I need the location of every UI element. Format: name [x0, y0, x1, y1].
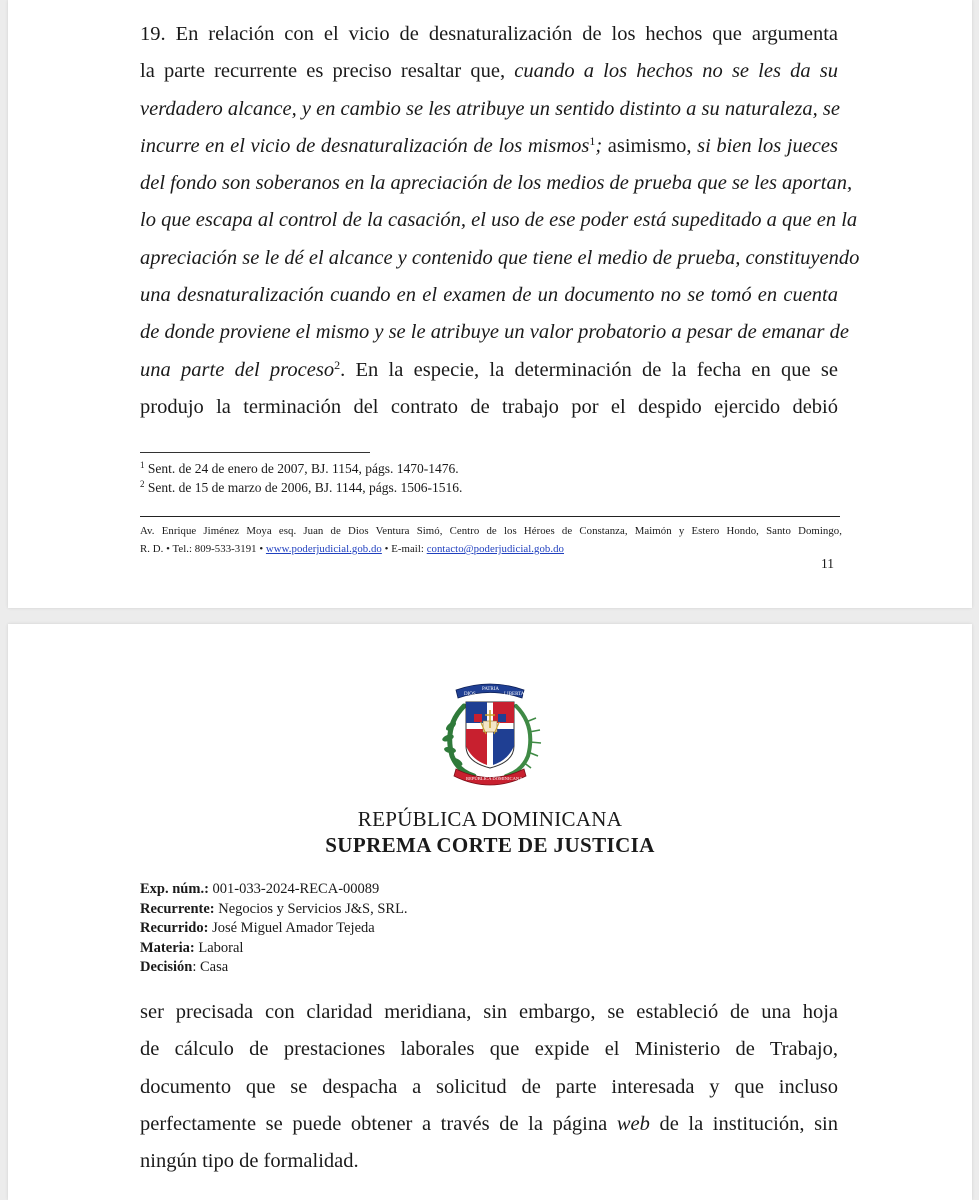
text-line: una parte del proceso$^2$. En la especie, la determinación de la fecha en que se — [140, 357, 838, 381]
text-line: 19. En relación con el vicio de desnaturalización de los hechos que argumenta — [140, 23, 838, 45]
footer-address — [140, 522, 842, 558]
address-line-1: Av. Enrique Jiménez Moya esq. Juan de Dios Ventura Simó, Centro de los Héroes de Constanza, Maimón y Estero Hondo, Santo Domingo, — [140, 525, 842, 537]
text-line: produjo la terminación del contrato de trabajo por el despido ejercido debió — [140, 395, 838, 418]
page-number: 11 — [821, 556, 834, 571]
motto-libertad: LIBERTAD — [504, 692, 529, 697]
text-line: incurre en el vicio de desnaturalización de los mismos$^1$; asimismo, si bien los jueces — [140, 133, 838, 157]
coat-of-arms-icon — [434, 676, 546, 791]
meta-decision: Decisión: Casa — [140, 959, 229, 976]
text-line: del fondo son soberanos en la apreciación de los medios de prueba que se les aportan, — [140, 172, 853, 195]
court-heading: SUPREMA CORTE DE JUSTICIA — [325, 833, 655, 857]
footer-rule — [140, 516, 840, 517]
footnote-separator — [140, 452, 370, 453]
text-line: lo que escapa al control de la casación, el uso de ese poder está supeditado a que en la — [140, 209, 858, 232]
text-line: la parte recurrente es preciso resaltar que, cuando a los hechos no se les da su — [140, 60, 838, 83]
footnote-2: $^2$ Sent. de 15 de marzo de 2006, BJ. 1144, págs. 1506-1516. — [140, 479, 463, 495]
meta-recurrido: Recurrido: José Miguel Amador Tejeda — [140, 920, 375, 937]
motto-patria: PATRIA — [482, 687, 500, 692]
text-line: una desnaturalización cuando en el examen de un documento no se tomó en cuenta — [140, 284, 838, 307]
ribbon-text: REPÚBLICA DOMINICANA — [466, 776, 523, 781]
text-line: de cálculo de prestaciones laborales que expide el Ministerio de Trabajo, — [140, 1038, 838, 1061]
text-line: perfectamente se puede obtener a través de la página web de la institución, sin — [140, 1112, 838, 1135]
text-line: apreciación se le dé el alcance y contenido que tiene el medio de prueba, constituyendo — [140, 246, 860, 269]
paragraph-19 — [140, 16, 860, 426]
meta-materia: Materia: Laboral — [140, 939, 244, 956]
republic-heading: REPÚBLICA DOMINICANA — [357, 807, 623, 831]
email-link[interactable]: contacto@poderjudicial.gob.do — [426, 543, 565, 555]
case-metadata — [140, 880, 408, 978]
text-line: ser precisada con claridad meridiana, sin embargo, se estableció de una hoja — [140, 1001, 838, 1023]
text-line: de donde proviene el mismo y se le atribuye un valor probatorio a pesar de emanar de — [140, 321, 850, 344]
address-line-2: R. D. • Tel.: 809-533-3191 • www.poderjudicial.gob.do • E-mail: contacto@poderjudicial.gob.do — [140, 543, 565, 555]
text-line: verdadero alcance, y en cambio se les atribuye un sentido distinto a su naturaleza, se — [140, 97, 840, 120]
document-page-12 — [8, 624, 972, 1200]
text-line: documento que se despacha a solicitud de parte interesada y que incluso — [140, 1075, 838, 1098]
continuation-paragraph — [140, 994, 838, 1180]
footnotes — [140, 459, 462, 497]
meta-recurrente: Recurrente: Negocios y Servicios J&S, SRL. — [140, 900, 408, 917]
document-page-11 — [8, 0, 972, 608]
text-line: ningún tipo de formalidad. — [140, 1150, 359, 1173]
meta-exp: Exp. núm.: 001-033-2024-RECA-00089 — [140, 881, 380, 897]
website-link[interactable]: www.poderjudicial.gob.do — [265, 543, 382, 555]
motto-dios: DIOS — [464, 692, 476, 697]
footnote-1: $^1$ Sent. de 24 de enero de 2007, BJ. 1154, págs. 1470-1476. — [140, 460, 459, 476]
